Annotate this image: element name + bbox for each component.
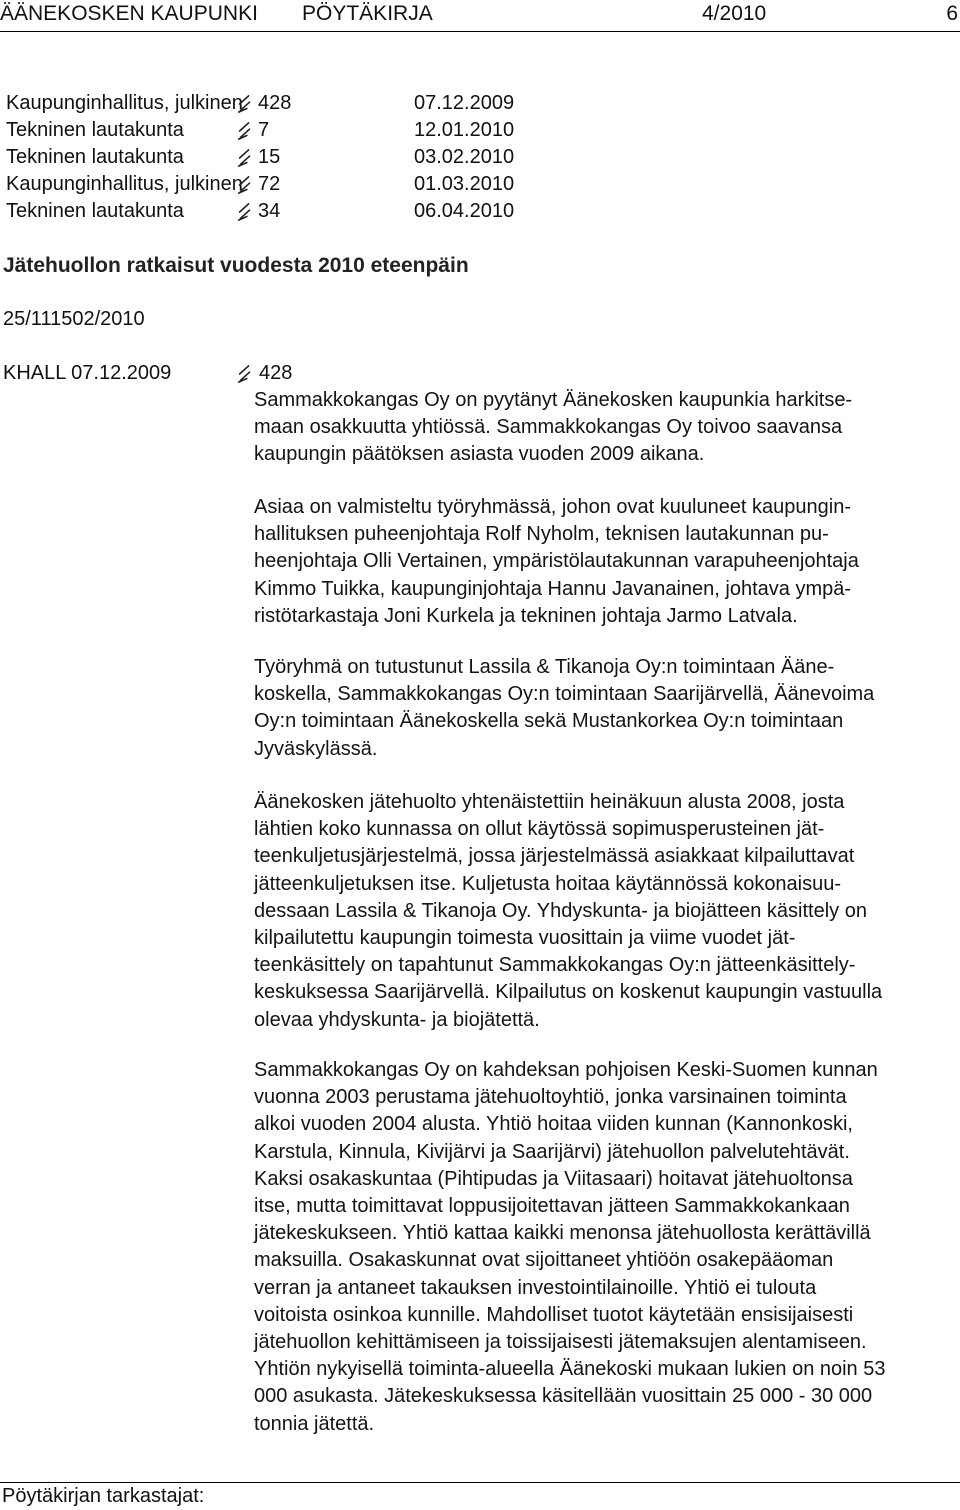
paragraph-text: Äänekosken jätehuolto yhtenäistettiin heinäkuun alusta 2008, josta lähtien koko kunnassa on ollut käytössä sopimusperusteinen jät- teenkuljetusjärjestelmä, jossa järjestelmässä asiakkaat kilpailuttavat jätteenkuljetuksen itse. Kuljetusta hoitaa käytännössä kokonaisuu- dessaan Lassila & Tikanoja Oy. Yhdyskunta- ja biojätteen käsittely on kilpailutettu kaupungin toimesta vuosittain ja viime vuodet jät- teenkäsittely on tapahtunut Sammakkokangas Oy:n jätteenkäsittely- keskuksessa Saarijärvellä. Kilpailutus on koskenut kaupungin vastuulla olevaa yhdyskunta- ja biojätettä. [254,791,883,1031]
khall-number: 428 [259,362,293,384]
paragraph [254,654,960,763]
section-sign-icon [236,365,254,383]
reference-body: Tekninen lautakunta [6,200,184,222]
reference-date: 12.01.2010 [414,119,515,141]
diary-number: 25/111502/2010 [3,308,145,330]
reference-row [0,90,700,117]
reference-number: 7 [258,119,270,141]
reference-date: 07.12.2009 [414,92,515,114]
reference-number: 72 [258,173,281,195]
khall-label: KHALL 07.12.2009 [3,362,172,384]
reference-number: 428 [258,92,292,114]
paragraph-text: Sammakkokangas Oy on kahdeksan pohjoisen Keski-Suomen kunnan vuonna 2003 perustama jätehuoltoyhtiö, jonka varsinainen toiminta alkoi vuoden 2004 alusta. Yhtiö hoitaa viiden kunnan (Kannonkoski, Karstula, Kinnula, Kivijärvi ja Saarijärvi) jätehuollon palvelutehtävät. Kaksi osakaskuntaa (Pihtipudas ja Viitasaari) hoitavat jätehuoltonsa itse, mutta toimittavat loppusijoitettavan jätteen Sammakkokankaan jätekeskukseen. Yhtiö kattaa kaikki menonsa jätehuollosta kerättävillä maksuilla. Osakaskunnat ovat sijoittaneet yhtiöön osakepääoman verran ja antaneet takauksen investointilainoille. Yhtiö ei tulouta voitoista osinkoa kunnille. Mahdolliset tuotot käytetään ensisijaisesti jätehuollon kehittämiseen ja toissijaisesti jätemaksujen alentamiseen. Yhtiön nykyisellä toiminta-alueella Äänekoski mukaan lukien on noin 53 000 asukasta. Jätekeskuksessa käsitellään vuosittain 25 000 - 30 000 tonnia jätettä. [254,1059,886,1435]
reference-date: 06.04.2010 [414,200,515,222]
page-header [0,0,960,32]
paragraph [254,1057,960,1438]
organization-name: ÄÄNEKOSKEN KAUPUNKI [0,2,258,25]
page-number: 6 [946,2,958,25]
reference-number: 34 [258,200,281,222]
section-title: Jätehuollon ratkaisut vuodesta 2010 eteenpäin [3,254,469,277]
paragraph [254,789,960,1034]
khall-reference [3,360,603,387]
reference-date: 03.02.2010 [414,146,515,168]
document-number: 4/2010 [702,2,767,25]
reference-body: Tekninen lautakunta [6,146,184,168]
reference-number: 15 [258,146,281,168]
paragraph-text: Asiaa on valmisteltu työryhmässä, johon ovat kuuluneet kaupungin- hallituksen puheenjohtaja Rolf Nyholm, teknisen lautakunnan pu- heenjohtaja Olli Vertainen, ympäristölautakunnan varapuheenjohtaja Kimmo Tuikka, kaupunginjohtaja Hannu Javanainen, johtava ympä- ristötarkastaja Joni Kurkela ja tekninen johtaja Jarmo Latvala. [254,496,859,627]
paragraph [254,387,960,469]
paragraph-text: Työryhmä on tutustunut Lassila & Tikanoja Oy:n toimintaan Ääne- koskella, Sammakkokangas Oy:n toimintaan Saarijärvellä, Äänevoima Oy:n toimintaan Äänekoskella sekä Mustankorkea Oy:n toimintaan Jyväskylässä. [254,656,875,760]
reference-row [0,171,700,198]
section-sign-icon [236,95,254,113]
reference-body: Kaupunginhallitus, julkinen [6,92,243,114]
page-footer [0,1482,960,1509]
paragraph [254,494,960,630]
paragraph-text: Sammakkokangas Oy on pyytänyt Äänekosken kaupunkia harkitse- maan osakkuutta yhtiössä. Sammakkokangas Oy toivoo saavansa kaupungin päätöksen asiasta vuoden 2009 aikana. [254,389,853,466]
reference-body: Kaupunginhallitus, julkinen [6,173,243,195]
section-sign-icon [236,203,254,221]
reference-row [0,144,700,171]
reference-body: Tekninen lautakunta [6,119,184,141]
section-sign-icon [236,122,254,140]
reference-date: 01.03.2010 [414,173,515,195]
section-sign-icon [236,149,254,167]
document-type: PÖYTÄKIRJA [302,2,433,25]
section-sign-icon [236,176,254,194]
reference-row [0,198,700,225]
footer-label: Pöytäkirjan tarkastajat: [2,1485,205,1507]
reference-row [0,117,700,144]
